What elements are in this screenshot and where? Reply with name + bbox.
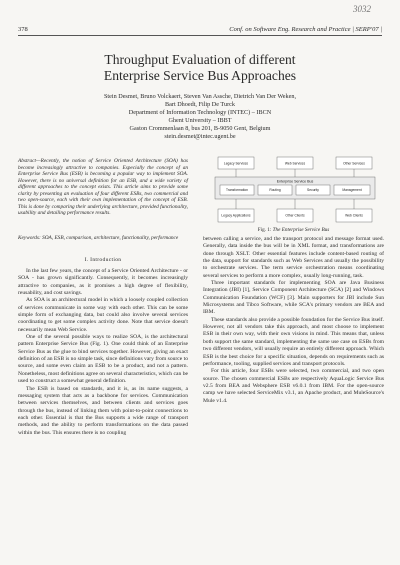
paragraph: These standards also provide a possible foundation for the Service Bus itself. However, not all vendors take this approach, and most choose to implement ESB in their own way, with their own visions in mind. This means that, unless both support the same standard, implementing the same use case on ESBs from two different vendors, will usually require an entirely different approach. Which ESB is the best choice for a specific situation, depends on requirements such as performance, tooling, supplied services and transport protocols. [203,316,384,367]
diagram-label: Management [342,188,362,193]
paragraph: The ESB is based on standards, and it is, as its name suggests, a messaging system that acts as a backbone for services. Communication between services themselves, and between clients and services goes through the bus, instead of linking them with point-to-point connections to each other. Essential is that the Bus supports a wide range of transport methods, and the ability to perform transformations on the data passed within the bus. This ensures there is no coupling [18,385,188,436]
diagram-label: Security [307,188,319,193]
paragraph: In the last few years, the concept of a Service Oriented Architecture - or SOA - has grown significantly. Consequently, it becomes increasingly attractive to companies, as it promises a high degree of flexibility, reusability, and cost savings. [18,268,188,297]
diagram-label: Routing [269,188,281,193]
author-block [40,93,360,142]
diagram-label: Web Clients [345,213,363,218]
left-column-text [18,268,188,437]
email-line: stein.desmet@intec.ugent.be [164,133,236,141]
abstract-text: —Recently, the notion of Service Oriented Architecture (SOA) has become increasingly attractive to companies. Especially the concept of an Enterprise Service Bus (ESB) is becoming a popular way to implement SOA. However, there is no universal definition for an ESB, and a wide variety of different approaches to the concept exists. This article aims to provide some clarity by presenting an evaluation of four different ESBs, two commercial and two open-source, each with their own implementation of the concept of ESB. This is done by comparing their underlying architecture, provided functionality, usability and detailing performance results. [18,158,188,217]
diagram-label: Web Services [284,161,306,166]
author-line: Stein Desmet, Bruno Volckaert, Steven Van Assche, Dietrich Van Der Weken, [103,93,297,100]
paragraph: One of the several possible ways to realize SOA, is the architectural pattern Enterprise Service Bus (Fig. 1). One could think of an Enterprise Service Bus as the glue to bind services together. However, giving an exact definition of an ESB is no simple task, since definitions vary from source to source, and some even claim an ESB to be a product, and not a pattern. Nonetheless, most definitions agree on several characteristics, which can be used to construct a somewhat general definition. [18,334,188,385]
page-number: 378 [18,26,28,33]
abstract-label: Abstract [18,158,36,164]
keywords-text: : SOA, ESB, comparison, architecture, functionality, performance [39,235,179,241]
paragraph: As SOA is an architectural model in which a loosely coupled collection of services communicate in some way with each other. This can be some simple form of exchanging data, but could also involve several services coordinating to get some complex activity done. Note that service doesn't necessarily mean Web Service. [18,297,188,333]
figure-caption [203,227,384,233]
header-rule [18,35,382,36]
figure-caption-label: Fig. 1: [257,227,272,233]
diagram-label: Legacy Services [223,161,249,166]
title-line: Throughput Evaluation of different [104,52,296,67]
abstract [18,158,188,217]
diagram-label: Legacy Applications [221,213,251,218]
esb-diagram [212,155,378,225]
keywords [18,235,188,242]
diagram-label: Other Services [343,161,365,166]
paragraph: For this article, four ESBs were selected, two commercial, and two open source. The chosen commercial ESBs are respectively AquaLogic Service Bus v2.5 from BEA and Websphere ESB v6.0.1 from IBM. For the open-source camp we have selected ServiceMix v3.1, an Apache product, and MuleSource's Mule v1.4. [203,368,384,404]
paper-title [40,52,360,84]
keywords-label: Keywords [18,235,39,241]
diagram-label: Transformation [225,188,249,193]
paragraph: between calling a service, and the transport protocol and message format used. Generally, data inside the bus will be in XML format, and transformations are done through XSLT. Other essential features include content-based routing of the data, support for standards such as Web Services and usually the possibility to orchestrate services. The term service orchestration means coordinating several services to perform a more complex, usually long-running, task. [203,236,384,279]
address-line: Gaston Crommenlaan 8, bus 201, B-9050 Gent, Belgium [129,125,271,133]
affiliation-line: Ghent University – IBBT [168,117,232,125]
diagram-label: Enterprise Service Bus [276,179,314,184]
conference-header: Conf. on Software Eng. Research and Practice | SERP'07 | [229,26,382,33]
figure-caption-text: The Enterprise Service Bus [271,227,330,233]
affiliation-line: Department of Information Technology (INTEC) – IBCN [128,109,272,117]
author-line: Bart Dhoedt, Filip De Turck [165,101,235,109]
section-heading: I. Introduction [84,257,122,263]
diagram-label: Other Clients [285,213,305,218]
handwritten-note: 3032 [353,4,371,14]
right-column-text [203,236,384,405]
title-line: Enterprise Service Bus Approaches [103,68,297,83]
paragraph: Three important standards for implementing SOA are Java Business Integration (JBI) [1], Service Component Architecture (SCA) [2] and Windows Communication Foundation (WCF) [3]. Main supporters for JBI include Sun Microsystems and Tibco Software, while SCA's primary vendors are BEA and IBM. [203,280,384,316]
